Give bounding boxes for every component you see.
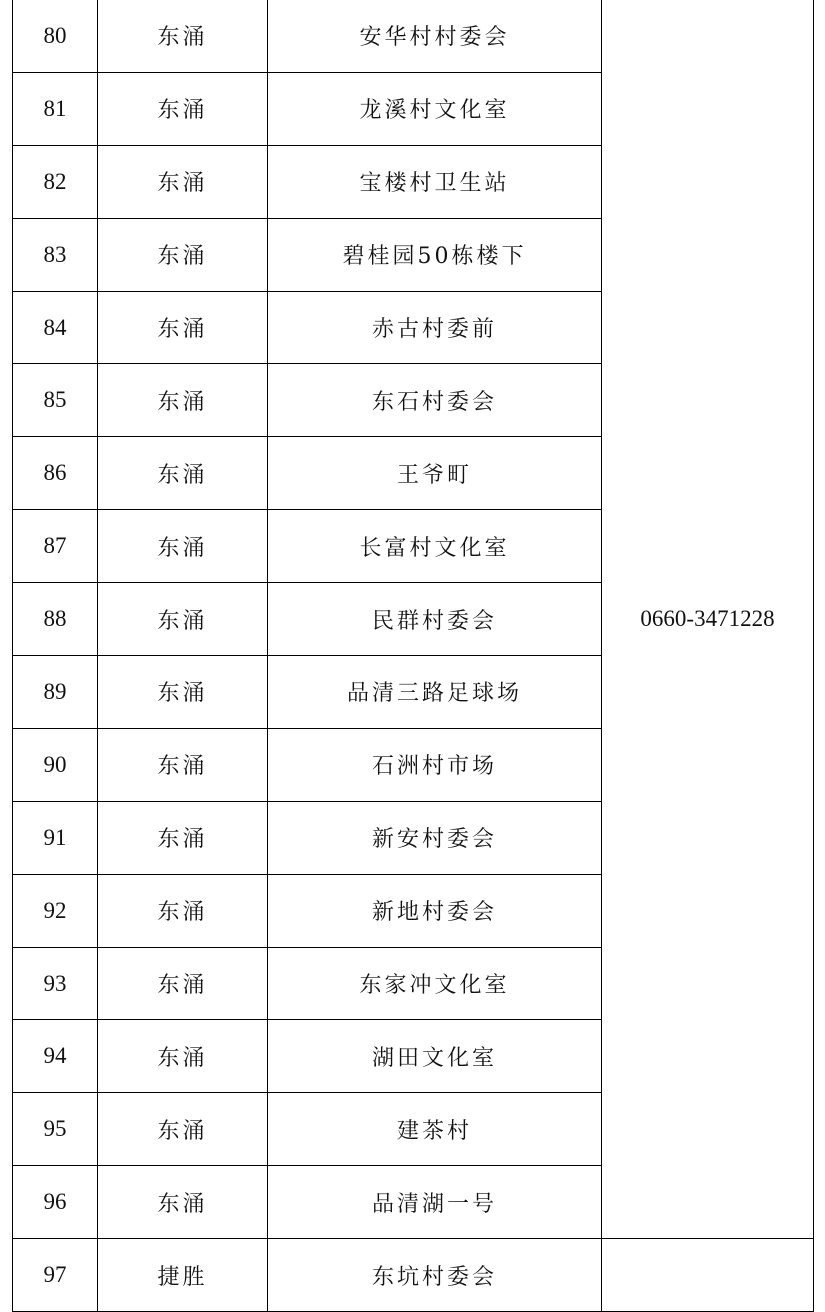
row-number: 93	[13, 947, 98, 1020]
sampling-sites-table	[12, 0, 814, 1312]
site-location: 建茶村	[268, 1093, 602, 1166]
town-name: 东涌	[98, 72, 268, 145]
site-location: 民群村委会	[268, 583, 602, 656]
site-location: 安华村村委会	[268, 0, 602, 72]
row-number: 88	[13, 583, 98, 656]
town-name: 东涌	[98, 1093, 268, 1166]
row-number: 82	[13, 145, 98, 218]
row-number: 90	[13, 728, 98, 801]
town-name: 东涌	[98, 437, 268, 510]
town-name: 东涌	[98, 656, 268, 729]
row-number: 96	[13, 1166, 98, 1239]
site-location: 品清三路足球场	[268, 656, 602, 729]
row-number: 83	[13, 218, 98, 291]
town-name: 东涌	[98, 291, 268, 364]
town-name: 东涌	[98, 0, 268, 72]
town-name: 东涌	[98, 364, 268, 437]
site-location: 赤古村委前	[268, 291, 602, 364]
site-location: 龙溪村文化室	[268, 72, 602, 145]
row-number: 84	[13, 291, 98, 364]
row-number: 81	[13, 72, 98, 145]
town-name: 东涌	[98, 947, 268, 1020]
town-name: 东涌	[98, 145, 268, 218]
town-name: 东涌	[98, 1020, 268, 1093]
site-location: 石洲村市场	[268, 728, 602, 801]
contact-phone: 0660-3471228	[602, 0, 814, 1239]
site-location: 碧桂园50栋楼下	[268, 218, 602, 291]
site-location: 品清湖一号	[268, 1166, 602, 1239]
town-name: 东涌	[98, 583, 268, 656]
row-number: 89	[13, 656, 98, 729]
table-row	[13, 1239, 814, 1312]
town-name: 捷胜	[98, 1239, 268, 1312]
site-location: 宝楼村卫生站	[268, 145, 602, 218]
row-number: 80	[13, 0, 98, 72]
site-location: 湖田文化室	[268, 1020, 602, 1093]
site-location: 东石村委会	[268, 364, 602, 437]
town-name: 东涌	[98, 510, 268, 583]
town-name: 东涌	[98, 874, 268, 947]
town-name: 东涌	[98, 728, 268, 801]
row-number: 86	[13, 437, 98, 510]
town-name: 东涌	[98, 1166, 268, 1239]
row-number: 94	[13, 1020, 98, 1093]
row-number: 95	[13, 1093, 98, 1166]
contact-phone-empty	[602, 1239, 814, 1312]
row-number: 97	[13, 1239, 98, 1312]
site-location: 新地村委会	[268, 874, 602, 947]
town-name: 东涌	[98, 218, 268, 291]
site-location: 长富村文化室	[268, 510, 602, 583]
town-name: 东涌	[98, 801, 268, 874]
row-number: 85	[13, 364, 98, 437]
row-number: 87	[13, 510, 98, 583]
row-number: 91	[13, 801, 98, 874]
site-location: 王爷町	[268, 437, 602, 510]
row-number: 92	[13, 874, 98, 947]
site-location: 新安村委会	[268, 801, 602, 874]
table-row	[13, 0, 814, 72]
site-location: 东家冲文化室	[268, 947, 602, 1020]
site-location: 东坑村委会	[268, 1239, 602, 1312]
